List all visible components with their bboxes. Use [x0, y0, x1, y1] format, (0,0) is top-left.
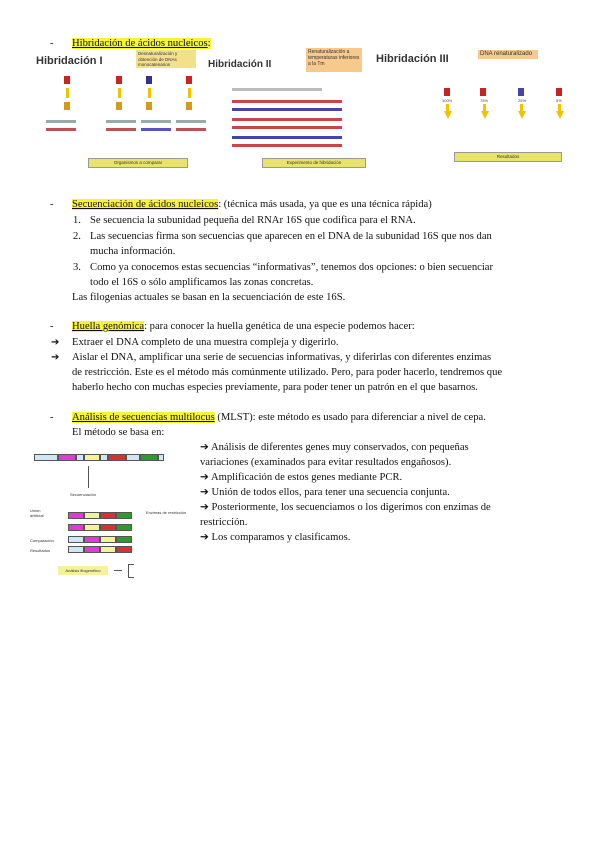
figure-footer-experimento: Experimento de hibridación: [262, 158, 366, 168]
label-resultados: Resultados: [30, 548, 51, 553]
gene-segment: [126, 454, 140, 461]
result-tube: [444, 88, 450, 96]
gene-segment: [100, 524, 116, 531]
dna-strand: [106, 120, 136, 123]
huella-bullet-text: Extraer el DNA completo de una muestra compleja y digerirlo.: [72, 337, 339, 348]
list-item-text: Se secuencia la subunidad pequeña del RNAr 16S que codifica para el RNA.: [90, 215, 416, 226]
arrow-shaft: [188, 88, 191, 98]
huella-heading: [72, 320, 415, 335]
dna-strand: [176, 128, 206, 131]
gene-segment: [68, 536, 84, 543]
mlst-bullet-text: ➔ Unión de todos ellos, para tener una secuencia conjunta.: [200, 487, 450, 498]
gene-segment: [116, 536, 132, 543]
arrow-shaft: [118, 88, 121, 98]
secuenciacion-desc: : (técnica más usada, ya que es una técnica rápida): [218, 199, 432, 210]
bullet-dash: -: [50, 321, 54, 332]
mlst-bullet-text: ➔ Los comparamos y clasificamos.: [200, 532, 351, 543]
dna-strand: [141, 120, 171, 123]
gene-segment: [140, 454, 158, 461]
huella-bullet-text: haberlo hecho con muchas especies previamente, para poder tener un patrón en el que basarnos.: [72, 382, 478, 393]
figure-box-renaturalizado: DNA renaturalizado: [478, 50, 538, 59]
gene-segment: [100, 536, 116, 543]
label-secuenciacion: Secuenciación: [70, 492, 97, 497]
down-arrow-icon: [518, 111, 526, 119]
dna-strand: [232, 88, 322, 91]
gene-segment: [116, 546, 132, 553]
organism-tube: [116, 76, 122, 84]
mlst-intro: El método se basa en:: [72, 427, 165, 438]
gene-segment: [76, 454, 84, 461]
gene-segment: [116, 524, 132, 531]
dna-strand: [232, 126, 342, 129]
figure-box-desnaturalizacion: Desnaturalización y obtención de DNAs monocatenarios: [136, 50, 196, 68]
result-tube: [556, 88, 562, 96]
hibridacion-figure: [36, 48, 582, 178]
label-analisis-filogenetico: Análisis filogenético: [58, 566, 108, 575]
result-label: 25%: [518, 98, 527, 103]
list-item-text: Como ya conocemos estas secuencias “informativas”, tenemos dos opciones: o bien secuenciar: [90, 262, 494, 273]
dna-strand: [46, 120, 76, 123]
result-label: 75%: [480, 98, 489, 103]
gene-segment: [84, 512, 100, 519]
tree-trunk: [128, 564, 129, 578]
label-comparacion: Comparación: [30, 538, 54, 543]
arrow-bullet-icon: ➔: [51, 337, 60, 348]
gene-segment: [84, 546, 100, 553]
bullet-dash: -: [50, 412, 54, 423]
mlst-bullet-text: restricción.: [200, 517, 248, 528]
tree-branch: [128, 577, 134, 578]
result-tube: [518, 88, 524, 96]
mlst-bullet-text: variaciones (examinados para evitar resultados engañosos).: [200, 457, 452, 468]
dna-strand: [232, 100, 342, 103]
list-item-text: Las secuencias firma son secuencias que aparecen en el DNA de la subunidad 16S que nos dan: [90, 231, 492, 242]
gene-segment: [100, 454, 108, 461]
mlst-bullet-text: ➔ Posteriormente, los secuenciamos o los digerimos con enzimas de: [200, 502, 491, 513]
label-union: Unión artificial: [30, 508, 44, 518]
gene-segment: [68, 524, 84, 531]
dna-strand: [106, 128, 136, 131]
mlst-heading: [72, 411, 486, 426]
result-tube: [480, 88, 486, 96]
down-arrow-icon: [556, 111, 564, 119]
down-arrow-icon: [444, 111, 452, 119]
arrow-bullet-icon: ➔: [51, 352, 60, 363]
mlst-bullet-text: ➔ Amplificación de estos genes mediante PCR.: [200, 472, 403, 483]
organism-tube: [146, 102, 152, 110]
figure-footer-organismos: Organismos a comparar: [88, 158, 188, 168]
mlst-bullet-text: ➔ Análisis de diferentes genes muy conservados, con pequeñas: [200, 442, 469, 453]
list-number: 3.: [73, 262, 81, 273]
hibridacion-title: Hibridación de ácidos nucleicos: [72, 38, 208, 49]
huella-bullet-text: de restricción. Este es el método más comúnmente utilizado. Pero, para poder hacerlo, tendremos que: [72, 367, 503, 378]
gene-segment: [84, 454, 100, 461]
gene-segment: [84, 524, 100, 531]
gene-segment: [58, 454, 76, 461]
dna-strand: [232, 108, 342, 111]
mlst-figure: [30, 442, 200, 592]
figure-footer-resultados: Resultados: [454, 152, 562, 162]
figure-box-renaturalizacion: Renaturalización a temperaturas inferiores a la Tm: [306, 48, 362, 72]
gene-segment: [100, 546, 116, 553]
gene-segment: [108, 454, 126, 461]
dna-strand: [232, 144, 342, 147]
gene-segment: [100, 512, 116, 519]
dna-strand: [141, 128, 171, 131]
hibridacion-colon: :: [207, 38, 211, 49]
secuenciacion-title: Secuenciación de ácidos nucleicos: [72, 199, 219, 210]
huella-desc: : para conocer la huella genética de una especie podemos hacer:: [144, 321, 415, 332]
gene-segment: [68, 546, 84, 553]
dna-strand: [46, 128, 76, 131]
secuenciacion-heading: [72, 198, 432, 213]
down-arrow-icon: [481, 111, 489, 119]
gene-segment: [84, 536, 100, 543]
figure-title-1: Hibridación I: [36, 55, 103, 67]
arrow-shaft: [66, 88, 69, 98]
figure-title-2: Hibridación II: [208, 59, 272, 70]
organism-tube: [116, 102, 122, 110]
connector-line: [114, 570, 122, 571]
gene-segment: [34, 454, 58, 461]
bullet-dash: -: [50, 38, 54, 49]
arrow-shaft: [148, 88, 151, 98]
dna-strand: [232, 118, 342, 121]
bullet-dash: -: [50, 199, 54, 210]
secuenciacion-footer: Las filogenias actuales se basan en la secuenciación de este 16S.: [72, 292, 346, 303]
huella-title: Huella genómica: [72, 321, 145, 332]
list-number: 1.: [73, 215, 81, 226]
gene-segment: [158, 454, 164, 461]
gene-segment: [68, 512, 84, 519]
organism-tube: [146, 76, 152, 84]
organism-tube: [64, 76, 70, 84]
organism-tube: [186, 76, 192, 84]
huella-bullet-text: Aislar el DNA, amplificar una serie de secuencias informativas, y diferirlas con diferentes enzimas: [72, 352, 492, 363]
tree-branch: [128, 564, 134, 565]
result-label: 100%: [442, 98, 453, 103]
list-number: 2.: [73, 231, 81, 242]
mlst-title: Análisis de secuencias multilocus: [72, 412, 215, 423]
connector-line: [88, 466, 89, 488]
result-label: 5%: [556, 98, 562, 103]
gene-segment: [116, 512, 132, 519]
figure-title-3: Hibridación III: [376, 53, 449, 65]
dna-strand: [176, 120, 206, 123]
label-enzimas: Enzimas de restricción: [146, 510, 187, 515]
organism-tube: [64, 102, 70, 110]
list-item-text: mucha información.: [90, 246, 176, 257]
organism-tube: [186, 102, 192, 110]
list-item-text: todo el 16S o sólo amplificamos las zonas concretas.: [90, 277, 314, 288]
dna-strand: [232, 136, 342, 139]
mlst-desc: (MLST): este método es usado para diferenciar a nivel de cepa.: [214, 412, 486, 423]
